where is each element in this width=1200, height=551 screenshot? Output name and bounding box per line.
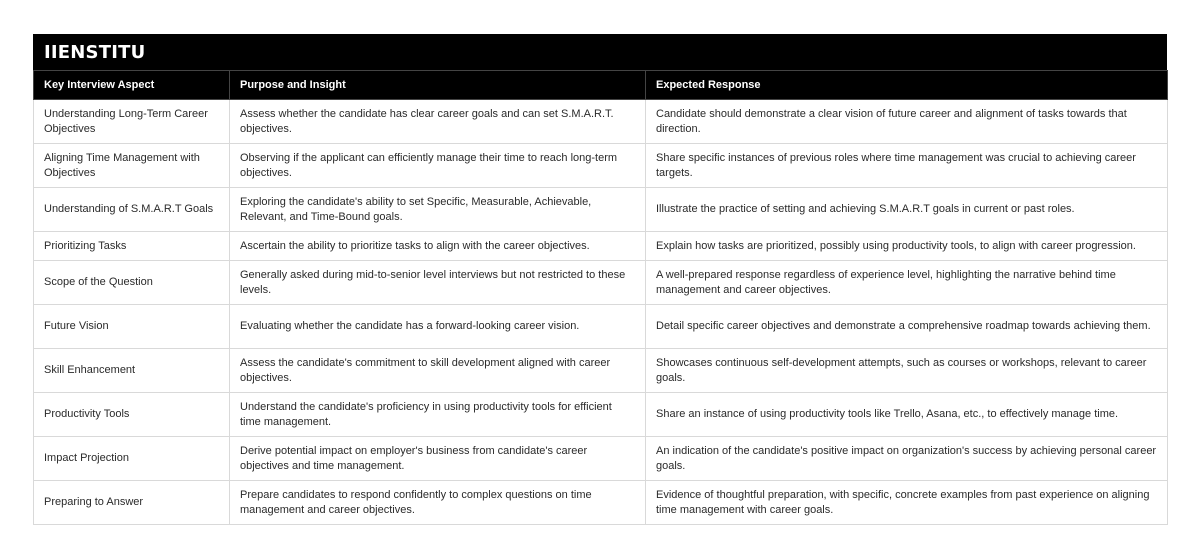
column-header-aspect: Key Interview Aspect: [34, 71, 230, 100]
cell-aspect: Prioritizing Tasks: [34, 232, 230, 261]
table-row: [34, 100, 1168, 144]
cell-purpose: Derive potential impact on employer's business from candidate's career objectives and time management.: [230, 437, 646, 481]
table-row: [34, 437, 1168, 481]
cell-response: Detail specific career objectives and demonstrate a comprehensive roadmap towards achieving them.: [646, 305, 1168, 349]
cell-purpose: Observing if the applicant can efficiently manage their time to reach long-term objectives.: [230, 144, 646, 188]
table-row: [34, 349, 1168, 393]
cell-aspect: Preparing to Answer: [34, 481, 230, 525]
cell-purpose: Assess the candidate's commitment to skill development aligned with career objectives.: [230, 349, 646, 393]
interview-table: [33, 70, 1168, 525]
table-row: [34, 481, 1168, 525]
cell-response: A well-prepared response regardless of experience level, highlighting the narrative behind time management and career objectives.: [646, 261, 1168, 305]
cell-purpose: Understand the candidate's proficiency in using productivity tools for efficient time management.: [230, 393, 646, 437]
cell-response: Share specific instances of previous roles where time management was crucial to achieving career targets.: [646, 144, 1168, 188]
cell-aspect: Understanding of S.M.A.R.T Goals: [34, 188, 230, 232]
interview-table-card: [33, 34, 1167, 525]
table-header-row: [34, 71, 1168, 100]
cell-aspect: Future Vision: [34, 305, 230, 349]
cell-response: Showcases continuous self-development attempts, such as courses or workshops, relevant to career goals.: [646, 349, 1168, 393]
table-row: [34, 232, 1168, 261]
cell-response: Candidate should demonstrate a clear vision of future career and alignment of tasks towards that direction.: [646, 100, 1168, 144]
cell-purpose: Exploring the candidate's ability to set Specific, Measurable, Achievable, Relevant, and Time-Bound goals.: [230, 188, 646, 232]
cell-response: Illustrate the practice of setting and achieving S.M.A.R.T goals in current or past roles.: [646, 188, 1168, 232]
table-row: [34, 305, 1168, 349]
cell-response: Share an instance of using productivity tools like Trello, Asana, etc., to effectively manage time.: [646, 393, 1168, 437]
cell-aspect: Aligning Time Management with Objectives: [34, 144, 230, 188]
cell-aspect: Skill Enhancement: [34, 349, 230, 393]
table-row: [34, 261, 1168, 305]
column-header-purpose: Purpose and Insight: [230, 71, 646, 100]
cell-response: Evidence of thoughtful preparation, with specific, concrete examples from past experience on aligning time management with career goals.: [646, 481, 1168, 525]
cell-purpose: Assess whether the candidate has clear career goals and can set S.M.A.R.T. objectives.: [230, 100, 646, 144]
cell-purpose: Generally asked during mid-to-senior level interviews but not restricted to these levels.: [230, 261, 646, 305]
table-row: [34, 144, 1168, 188]
cell-purpose: Ascertain the ability to prioritize tasks to align with the career objectives.: [230, 232, 646, 261]
cell-aspect: Productivity Tools: [34, 393, 230, 437]
cell-response: An indication of the candidate's positive impact on organization's success by achieving personal career goals.: [646, 437, 1168, 481]
cell-aspect: Scope of the Question: [34, 261, 230, 305]
cell-purpose: Prepare candidates to respond confidently to complex questions on time management and career objectives.: [230, 481, 646, 525]
brand-bar: [33, 34, 1167, 70]
table-row: [34, 393, 1168, 437]
cell-response: Explain how tasks are prioritized, possibly using productivity tools, to align with career progression.: [646, 232, 1168, 261]
cell-aspect: Understanding Long-Term Career Objectives: [34, 100, 230, 144]
table-row: [34, 188, 1168, 232]
column-header-response: Expected Response: [646, 71, 1168, 100]
cell-purpose: Evaluating whether the candidate has a forward-looking career vision.: [230, 305, 646, 349]
brand-logo: IIENSTITU: [44, 41, 146, 63]
cell-aspect: Impact Projection: [34, 437, 230, 481]
